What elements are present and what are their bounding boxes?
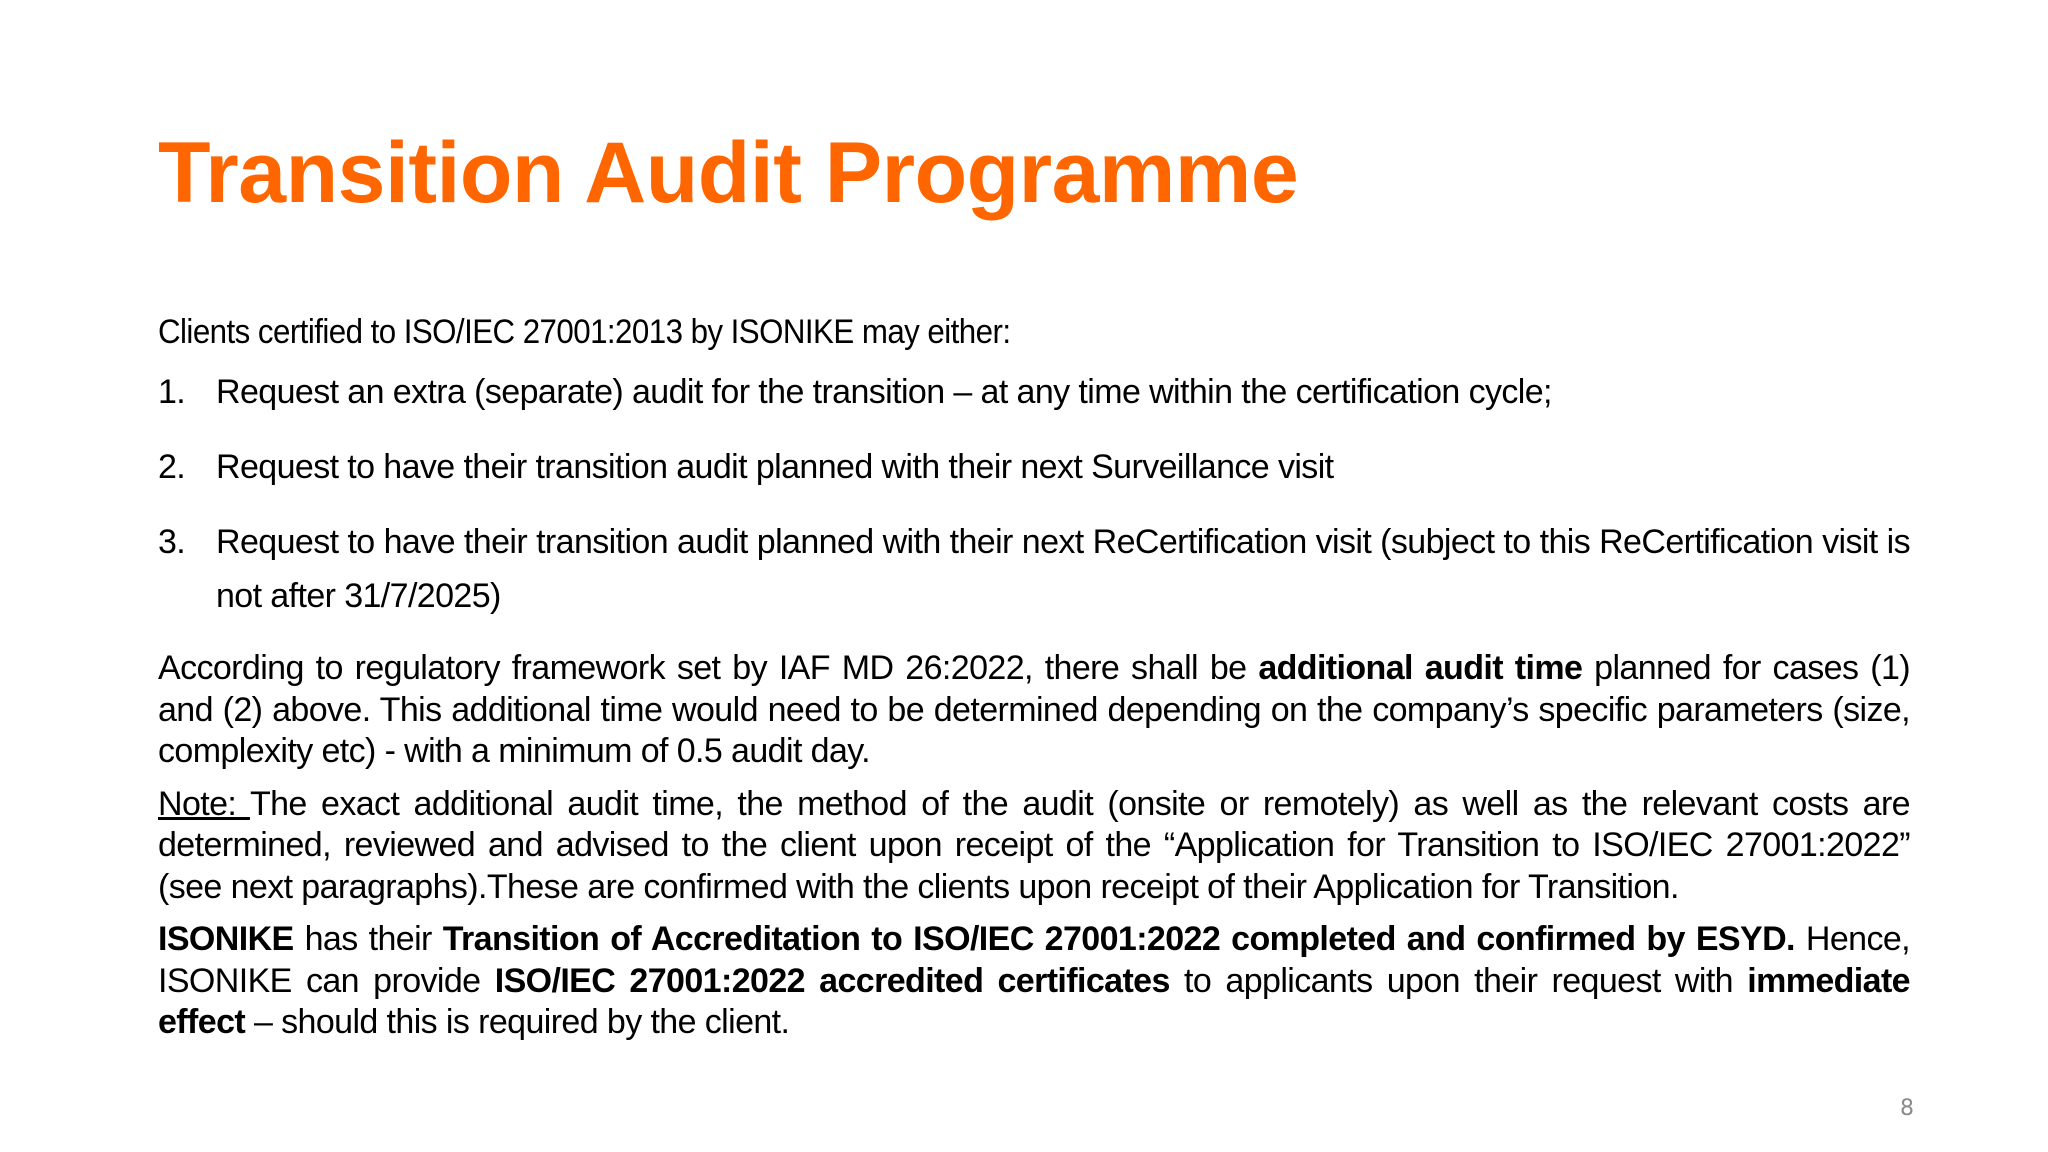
list-item-text: Request an extra (separate) audit for the transition – at any time within the certification cycle; xyxy=(216,373,1552,411)
list-item-number: 2. xyxy=(158,448,186,486)
accreditation-text: to applicants upon their request with xyxy=(1169,961,1748,1000)
regulatory-emphasis: additional audit time xyxy=(1258,649,1583,687)
regulatory-text: According to regulatory framework set by IAF MD 26:2022, there shall be xyxy=(158,649,1259,687)
note-text: The exact additional audit time, the method of the audit (onsite or remotely) as well as the relevant costs are determined, reviewed and advised to the client upon receipt of the “Application for Transition to ISO/IEC 27001:2022” (see next paragraphs).These are confirmed with the clients upon receipt of their Application for Transition. xyxy=(158,784,1910,906)
accreditation-text: has their xyxy=(293,920,443,958)
accreditation-emphasis: ISONIKE xyxy=(158,920,294,958)
list-item-number: 1. xyxy=(158,373,186,411)
slide-body xyxy=(158,311,1910,1055)
regulatory-paragraph xyxy=(158,648,1910,773)
accreditation-emphasis: immediate effect xyxy=(158,961,1910,1041)
accreditation-text: – should this is required by the client. xyxy=(245,1003,790,1041)
page-number: 8 xyxy=(1900,1096,1914,1121)
regulatory-text: planned for cases (1) and (2) above. This additional time would need to be determined depending on the company’s specific parameters (size, complexity etc) - with a minimum of 0.5 audit day. xyxy=(158,649,1910,770)
list-item-text: Request to have their transition audit planned with their next Surveillance visit xyxy=(216,448,1334,486)
intro-text: Clients certified to ISO/IEC 27001:2013 by ISONIKE may either: xyxy=(158,313,1011,351)
list-item xyxy=(158,365,1910,419)
transition-options-list xyxy=(158,365,1910,623)
accreditation-paragraph xyxy=(158,919,1910,1044)
accreditation-text: Hence, ISONIKE can provide xyxy=(158,920,1910,1000)
list-item-number: 3. xyxy=(158,523,186,561)
list-item-text: Request to have their transition audit planned with their next ReCertification visit (subject to this ReCertification visit is not after 31/7/2025) xyxy=(216,523,1910,615)
list-item xyxy=(158,440,1910,494)
note-label: Note: xyxy=(158,784,250,823)
accreditation-emphasis: ISO/IEC 27001:2022 accredited certificates xyxy=(494,961,1170,1000)
accreditation-emphasis: Transition of Accreditation to ISO/IEC 27001:2022 completed and confirmed by ESYD. xyxy=(442,920,1795,958)
list-item xyxy=(158,515,1910,623)
note-paragraph xyxy=(158,784,1910,909)
slide-title: Transition Audit Programme xyxy=(158,125,1299,221)
